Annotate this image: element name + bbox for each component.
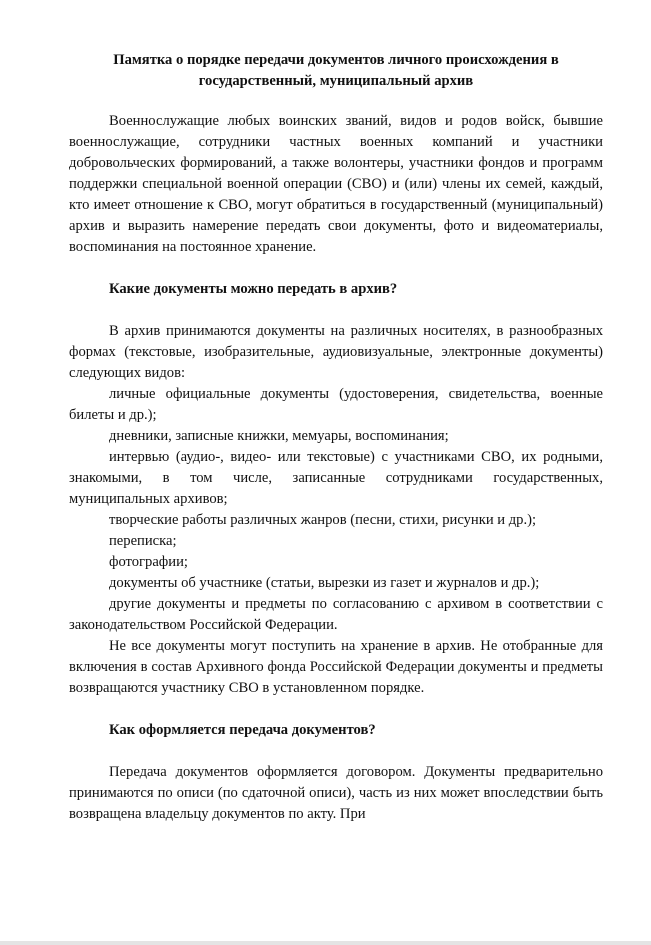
spacer xyxy=(69,741,603,762)
list-item: творческие работы различных жанров (песни, стихи, рисунки и др.); xyxy=(109,512,537,528)
list-item: интервью (аудио-, видео- или текстовые) с участниками СВО, их родными, знакомыми, в том числе, записанные сотрудниками государственных, муниципальных архивов; xyxy=(69,449,603,507)
title-line-1: Памятка о порядке передачи документов личного происхождения в xyxy=(113,52,559,68)
page-bottom-edge xyxy=(0,941,651,945)
document-body xyxy=(69,50,603,825)
document-title xyxy=(69,50,603,92)
intro-paragraph: Военнослужащие любых воинских званий, видов и родов войск, бывшие военнослужащие, сотрудники частных военных компаний и участники добровольческих формирований, а также волонтеры, участники фондов и программ поддержки специальной военной операции (СВО) и (или) члены их семей, каждый, кто имеет отношение к СВО, могут обратиться в государственный (муниципальный) архив и выразить намерение передать свои документы, фото и видеоматериалы, воспоминания на постоянное хранение. xyxy=(69,113,603,255)
spacer xyxy=(69,258,603,279)
list-item: фотографии; xyxy=(109,554,188,570)
section1-note-paragraph: Не все документы могут поступить на хранение в архив. Не отобранные для включения в состав Архивного фонда Российской Федерации документы и предметы возвращаются участнику СВО в установленном порядке. xyxy=(69,638,603,696)
title-line-2: государственный, муниципальный архив xyxy=(198,73,474,89)
section-heading-documents: Какие документы можно передать в архив? xyxy=(109,281,398,297)
list-item: другие документы и предметы по согласованию с архивом в соответствии с законодательством Российской Федерации. xyxy=(69,596,603,633)
section1-intro-paragraph: В архив принимаются документы на различных носителях, в разнообразных формах (текстовые, изобразительные, аудиовизуальные, электронные документы) следующих видов: xyxy=(69,323,603,381)
section-heading-transfer: Как оформляется передача документов? xyxy=(109,722,376,738)
spacer xyxy=(69,699,603,720)
spacer xyxy=(69,300,603,321)
list-item: документы об участнике (статьи, вырезки из газет и журналов и др.); xyxy=(109,575,540,591)
list-item: переписка; xyxy=(109,533,177,549)
section2-paragraph: Передача документов оформляется договором. Документы предварительно принимаются по описи (по сдаточной описи), часть из них может впоследствии быть возвращена владельцу документов по акту. При xyxy=(69,764,603,822)
list-item: дневники, записные книжки, мемуары, воспоминания; xyxy=(109,428,449,444)
list-item: личные официальные документы (удостоверения, свидетельства, военные билеты и др.); xyxy=(69,386,603,423)
